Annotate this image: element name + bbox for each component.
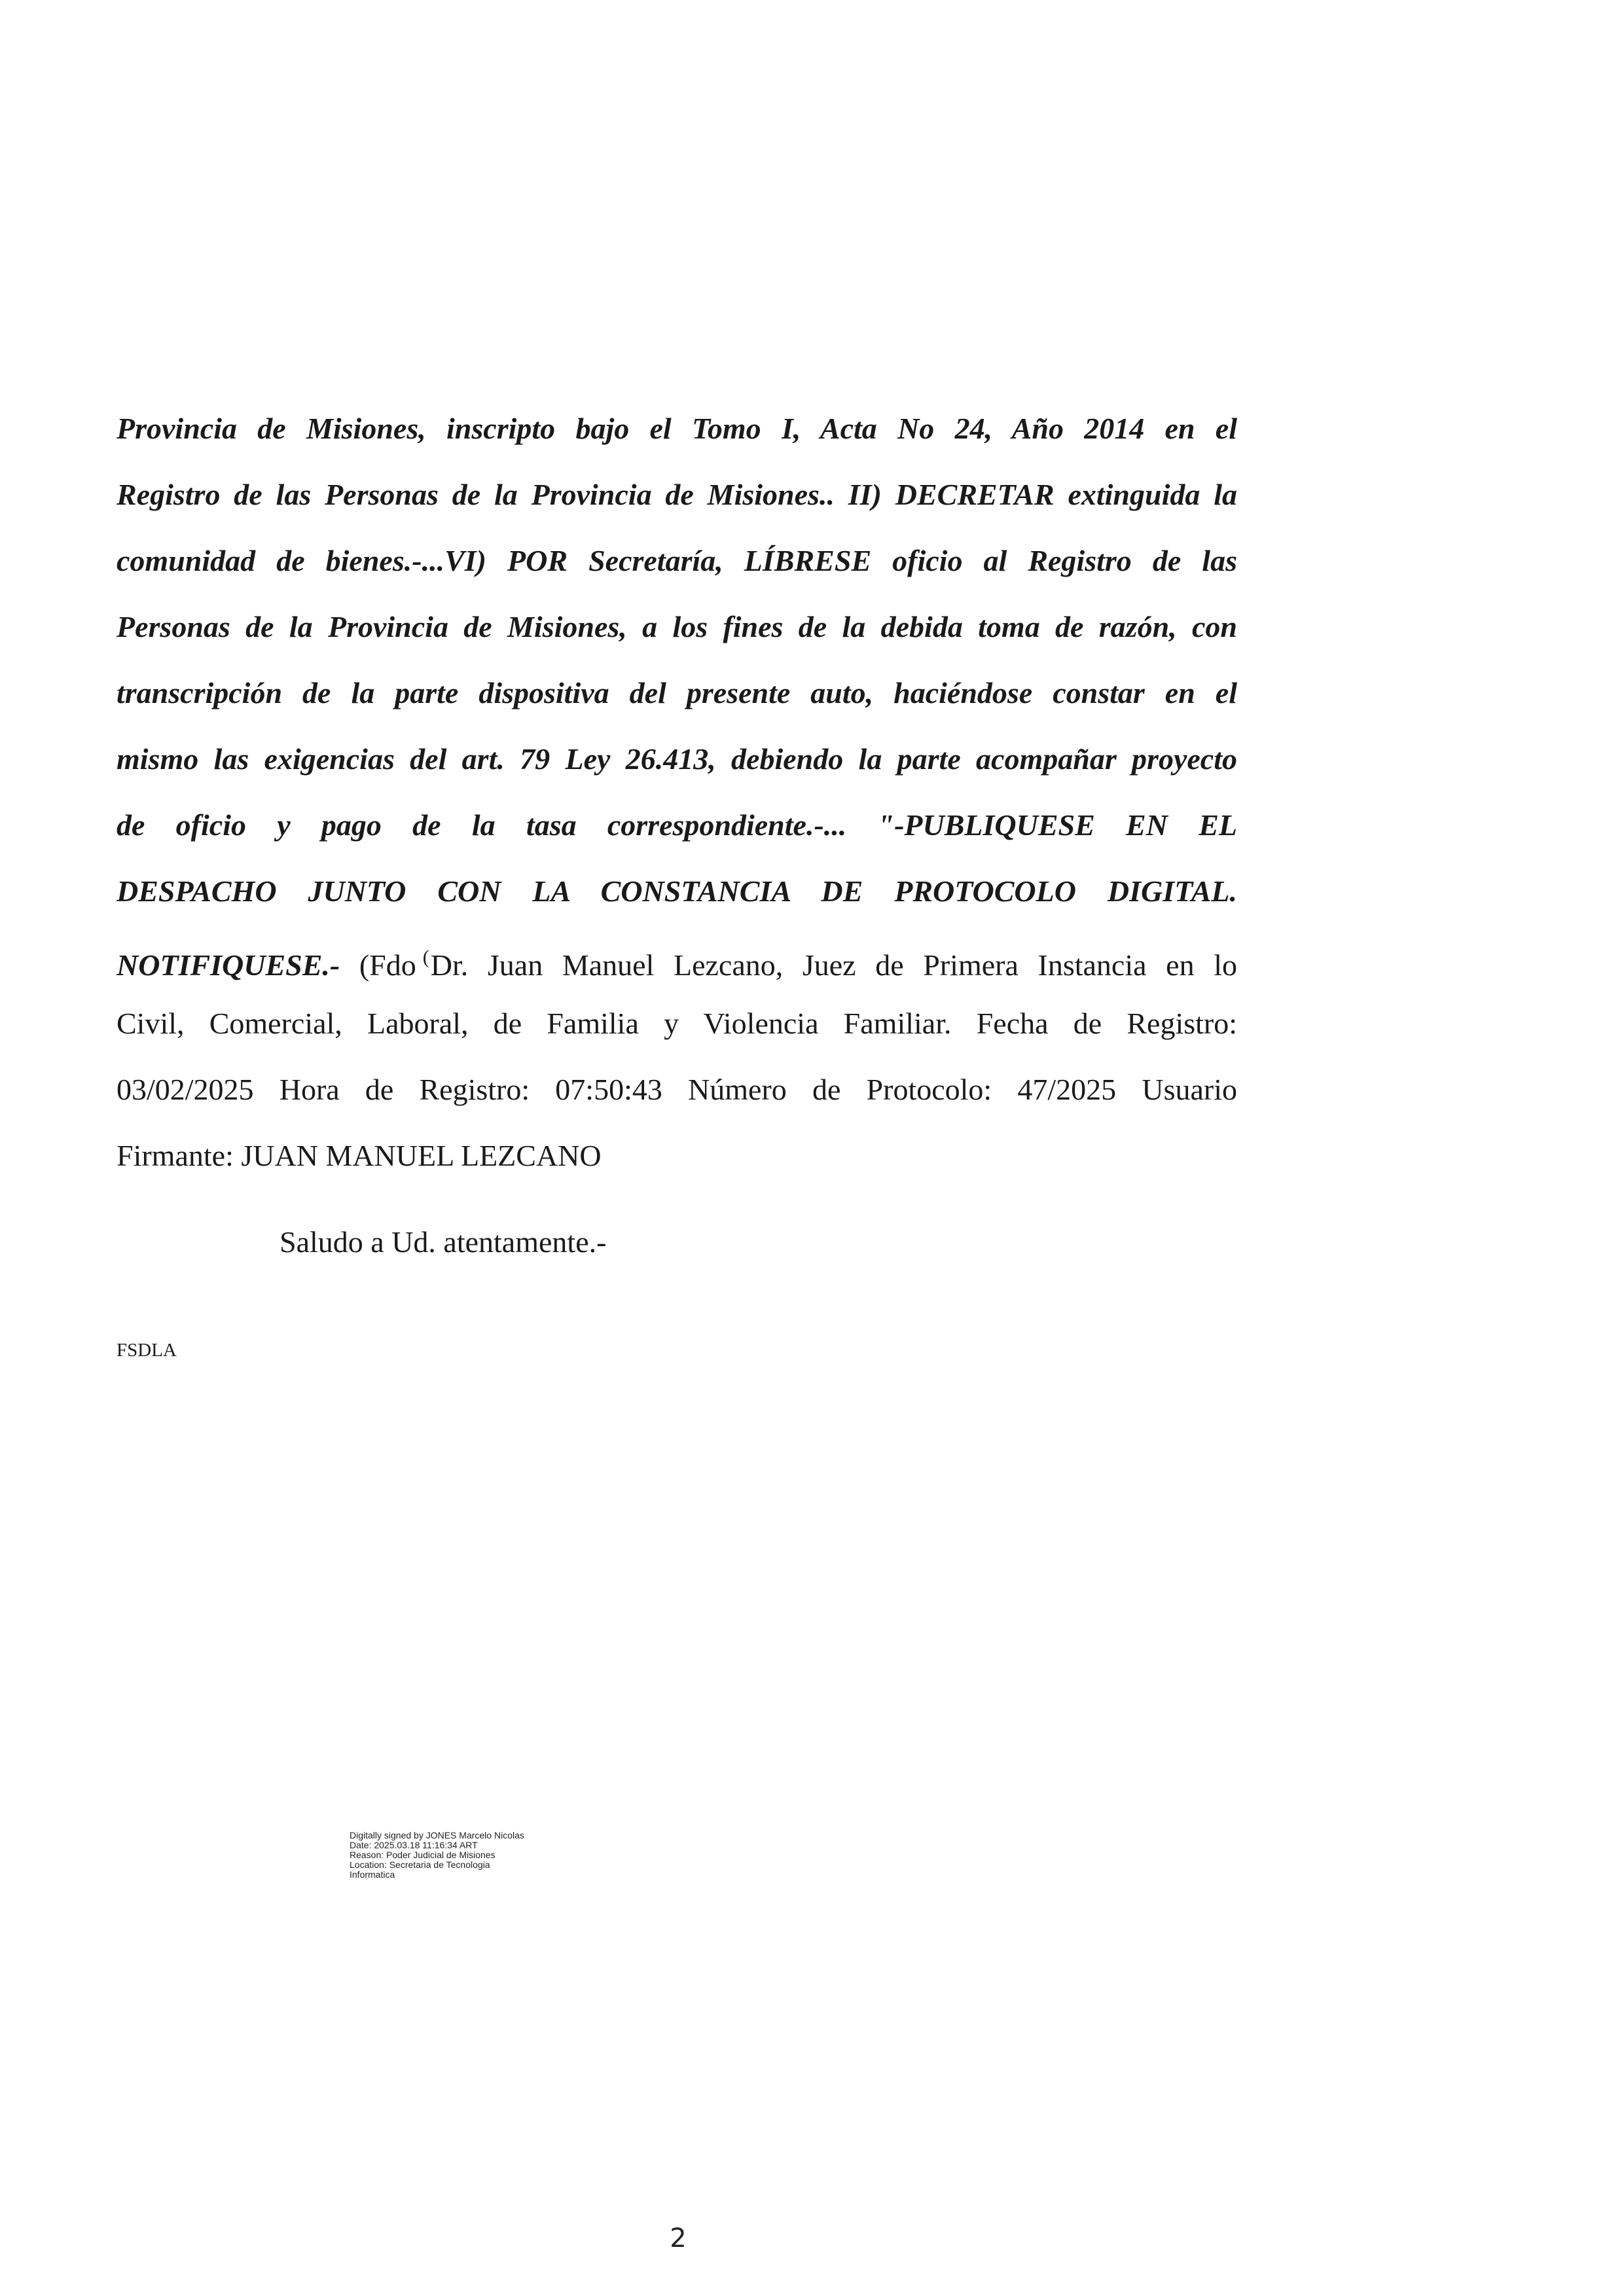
signature-line: Informatica <box>350 1869 395 1880</box>
page-number: 2 <box>670 2223 687 2253</box>
fdo-text: (Fdo <box>359 948 416 982</box>
signature-line: Location: Secretaria de Tecnologia <box>350 1859 490 1870</box>
body-line: DESPACHO JUNTO CON LA CONSTANCIA DE PROTOCOLO DIGITAL. <box>117 874 1237 908</box>
body-line: Provincia de Misiones, inscripto bajo el Tomo I, Acta No 24, Año 2014 en el <box>117 412 1237 445</box>
registry-line: 03/02/2025 Hora de Registro: 07:50:43 Número de Protocolo: 47/2025 Usuario <box>117 1073 1237 1106</box>
notifiquese-text: NOTIFIQUESE.- <box>117 948 340 982</box>
body-line: Personas de la Provincia de Misiones, a los fines de la debida toma de razón, con <box>117 610 1237 643</box>
body-line: Registro de las Personas de la Provincia de Misiones.. II) DECRETAR extinguida la <box>117 478 1237 511</box>
closing-salutation: Saludo a Ud. atentamente.- <box>280 1225 607 1259</box>
body-line: comunidad de bienes.-...VI) POR Secretaría, LÍBRESE oficio al Registro de las <box>117 544 1237 577</box>
body-line: mismo las exigencias del art. 79 Ley 26.413, debiendo la parte acompañar proyecto <box>117 742 1237 776</box>
signatory-line <box>117 924 1237 990</box>
signature-line: Digitally signed by JONES Marcelo Nicolas <box>350 1830 524 1840</box>
court-line: Civil, Comercial, Laboral, de Familia y Violencia Familiar. Fecha de Registro: <box>117 1007 1237 1040</box>
digital-signature-stamp <box>350 1831 524 1880</box>
judge-text: Dr. Juan Manuel Lezcano, Juez de Primera Instancia en lo <box>430 948 1237 982</box>
resolution-text <box>117 395 1237 1189</box>
superscript-paren: ( <box>422 946 429 968</box>
body-line: transcripción de la parte dispositiva del presente auto, haciéndose constar en el <box>117 676 1237 709</box>
signature-line: Reason: Poder Judicial de Misiones <box>350 1850 496 1860</box>
body-line: de oficio y pago de la tasa correspondiente.-... "-PUBLIQUESE EN EL <box>117 808 1237 842</box>
signer-line: Firmante: JUAN MANUEL LEZCANO <box>117 1139 602 1172</box>
author-initials: FSDLA <box>117 1340 177 1361</box>
signature-line: Date: 2025.03.18 11:16:34 ART <box>350 1840 478 1850</box>
